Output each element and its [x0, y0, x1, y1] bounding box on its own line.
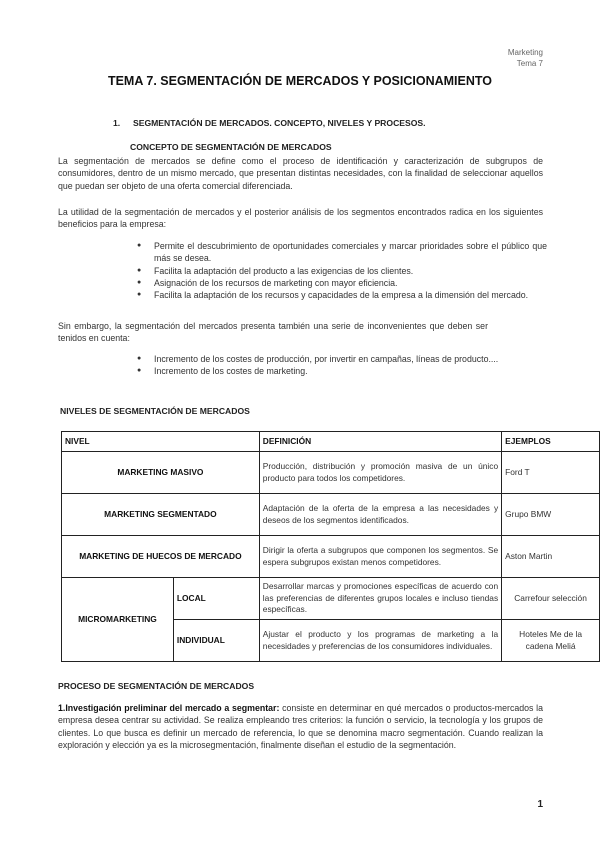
benefits-list — [137, 240, 547, 301]
list-item: ● Incremento de los costes de producción, por invertir en campañas, líneas de producto.... — [137, 353, 547, 365]
list-item: ● Facilita la adaptación de los recursos y capacidades de la empresa a la dimensión del mercado. — [137, 289, 547, 301]
level-example: Ford T — [502, 452, 600, 494]
level-definition: Ajustar el producto y los programas de marketing a la necesidades y preferencias de los consumidores individuales. — [259, 620, 501, 662]
process-step-title: 1.Investigación preliminar del mercado a segmentar: — [58, 703, 280, 713]
section-number: 1. — [113, 118, 121, 128]
page-header — [508, 47, 543, 69]
process-step-text: consiste en determinar en qué mercados o productos-mercados la empresa desea centrar su actividad. Se realiza empleando tres criterios: la función o servicio, la tecnología y los grupos de clientes. Lo que busca es definir un mercado de referencia, lo que se denomina macro segmentación. Cuando realizan la exploración y elección ya es la microsegmentación, finalmente diseñan el estudio de la segmentación. — [58, 703, 543, 750]
level-definition: Producción, distribución y promoción masiva de un único producto para todos los competidores. — [259, 452, 501, 494]
level-definition: Adaptación de la oferta de la empresa a las necesidades y deseos de los segmentos identificados. — [259, 494, 501, 536]
segmentation-levels-table — [61, 431, 600, 662]
list-item: ● Incremento de los costes de marketing. — [137, 365, 547, 377]
table-row — [62, 494, 600, 536]
table-row — [62, 536, 600, 578]
level-name: MARKETING MASIVO — [62, 452, 260, 494]
header-ejemplos: EJEMPLOS — [502, 432, 600, 452]
list-item: ● Permite el descubrimiento de oportunidades comerciales y marcar prioridades sobre el público que más se desea. — [137, 240, 547, 265]
paragraph-definition: La segmentación de mercados se define como el proceso de identificación y caracterización de subgrupos de consumidores, dentro de un mismo mercado, que presentan distintas necesidades, con la finalidad de seleccionar aquellos que puedan ser objeto de una oferta comercial diferenciada. — [58, 156, 543, 191]
sublevel-name: INDIVIDUAL — [173, 620, 259, 662]
list-item: ● Asignación de los recursos de marketing con mayor eficiencia. — [137, 277, 547, 289]
level-example: Carrefour selección — [502, 578, 600, 620]
table-row — [62, 578, 600, 620]
list-item: ● Facilita la adaptación del producto a las exigencias de los clientes. — [137, 265, 547, 277]
header-definicion: DEFINICIÓN — [259, 432, 501, 452]
section-label: SEGMENTACIÓN DE MERCADOS. CONCEPTO, NIVELES Y PROCESOS. — [133, 118, 426, 128]
level-example: Aston Martin — [502, 536, 600, 578]
sublevel-name: LOCAL — [173, 578, 259, 620]
level-definition: Dirigir la oferta a subgrupos que componen los segmentos. Se espera subgrupos existan menos competidores. — [259, 536, 501, 578]
level-example: Hoteles Me de la cadena Meliá — [502, 620, 600, 662]
concept-heading: CONCEPTO DE SEGMENTACIÓN DE MERCADOS — [130, 142, 332, 152]
header-nivel: NIVEL — [62, 432, 260, 452]
process-heading: PROCESO DE SEGMENTACIÓN DE MERCADOS — [58, 681, 255, 691]
section-heading — [113, 118, 426, 128]
paragraph-drawbacks: Sin embargo, la segmentación del mercados presenta también una serie de inconvenientes que deben ser tenidos en cuenta: — [58, 321, 488, 344]
level-example: Grupo BMW — [502, 494, 600, 536]
level-definition: Desarrollar marcas y promociones específicas de acuerdo con las preferencias de diferentes grupos locales e incluso tiendas específicas. — [259, 578, 501, 620]
table-header-row — [62, 432, 600, 452]
level-name: MARKETING SEGMENTADO — [62, 494, 260, 536]
header-topic: Tema 7 — [516, 59, 543, 68]
page-number: 1 — [537, 799, 543, 810]
page-title: TEMA 7. SEGMENTACIÓN DE MERCADOS Y POSICIONAMIENTO — [107, 74, 493, 88]
level-name: MARKETING DE HUECOS DE MERCADO — [62, 536, 260, 578]
table-row — [62, 452, 600, 494]
paragraph-utility: La utilidad de la segmentación de mercados y el posterior análisis de los segmentos encontrados radica en los siguientes beneficios para la empresa: — [58, 207, 543, 230]
levels-heading: NIVELES DE SEGMENTACIÓN DE MERCADOS — [60, 406, 250, 416]
drawbacks-list — [137, 353, 547, 378]
paragraph-process — [58, 702, 543, 751]
header-subject: Marketing — [507, 48, 543, 57]
level-name: MICROMARKETING — [62, 578, 174, 662]
